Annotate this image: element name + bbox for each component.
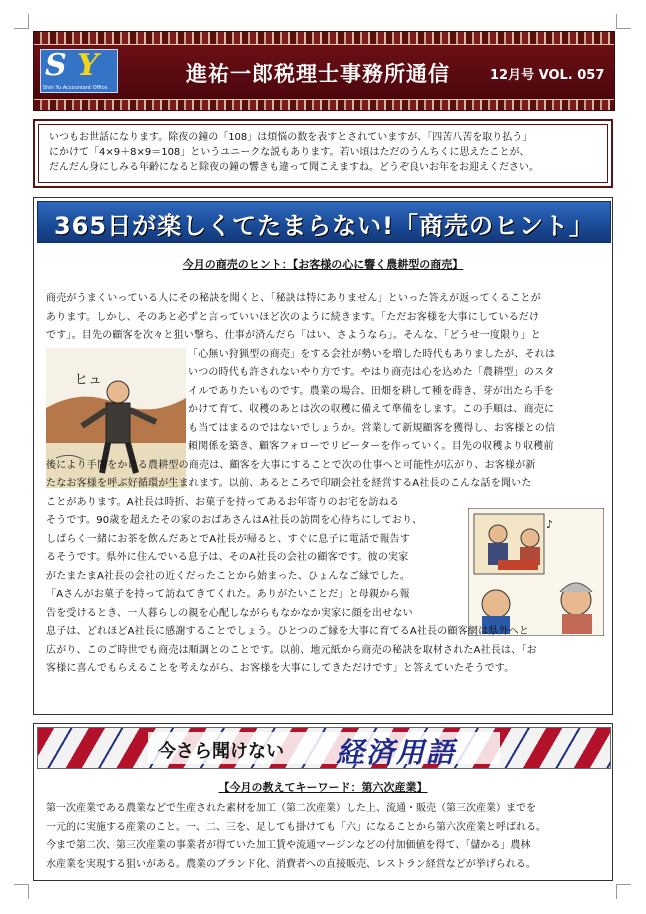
text-line: るそうです。県外に住んでいる息子は、そのA社長の会社の顧客です。彼の実家 (46, 552, 409, 563)
text-line: だんだん身にしみる年齢になると除夜の鐘の響きも違って聞こえますね。どうぞ良いお年をお迎えください。 (49, 162, 539, 173)
newsletter-title: 進祐一郎税理士事務所通信 (186, 62, 450, 86)
body-text-beside-photo (46, 512, 602, 623)
text-line: たなお客様を呼ぶ好循環が生まれます。以前、あるところで印刷会社を経営するA社長のこんな話を聞いた (46, 478, 532, 489)
text-line: 告を受けるとき、一人暮らしの親を心配しながらもなかなか実家に顔を出せない (46, 607, 413, 619)
text-line: しばらく一緒にお茶を飲んだあとでA社長が帰ると、すぐに息子に電話で報告す (46, 533, 411, 545)
business-hint-section (33, 197, 613, 715)
text-line: いつもお世話になります。除夜の鐘の「108」は煩悩の数を表すとされていますが、「四苦八苦を取り払う」 (49, 132, 533, 143)
text-line: 第一次産業である農業などで生産された素材を加工（第二次産業）した上、流通・販売（第三次産業）までを (46, 803, 536, 814)
greeting-box (33, 119, 613, 188)
text-line: あります。しかし、そのあと必ずと言っていいほど次のように続きます。「ただお客様を大事にしているだけ (46, 311, 540, 323)
body-paragraph-top (46, 290, 602, 346)
text-line: 水産業を実現する狙いがある。農業のブランド化、消費者への直接販売、レストラン経営などが挙げられる。 (46, 858, 536, 870)
text-line: 「心無い狩猟型の商売」をする会社が勢いを増した時代もありましたが、それは (188, 348, 556, 360)
text-line: も当てはまるのではないでしょうか。営業して新規顧客を獲得し、お客様との信 (188, 422, 556, 434)
svg-text:♪: ♪ (546, 518, 554, 531)
text-line: にかけて「4×9＋8×9＝108」というユニークな説もあります。若い頃はただのうんちくに思えたことが、 (49, 147, 530, 158)
text-line: 息子は、どれほどA社長に感謝することでしょう。ひとつのご縁を大事に育てるA社長の顧客網は県外へと (46, 626, 530, 637)
logo-letter-y: Y (77, 48, 99, 83)
text-line: 今まで第二次、第三次産業の事業者が得ていた加工賃や流通マージンなどの付加価値を得て、「儲かる」農林 (46, 840, 531, 851)
body-paragraph-bottom (46, 623, 602, 679)
banner-title: 365日が楽しくてたまらない!「商売のヒント」 (53, 212, 595, 240)
section-subheading: 今月の商売のヒント：【お客様の心に響く農耕型の商売】 (182, 258, 464, 271)
text-line: 「Aさんがお菓子を持って訪ねてきてくれた。ありがたいことだ」と母親から報 (46, 589, 410, 600)
text-line: 客様に喜んでもらえることを考えながら、お客様を大事にしてきただけです」と答えていたそうです。 (46, 663, 515, 674)
logo-letter-s: S (45, 48, 67, 83)
crop-mark-top-right (616, 14, 631, 29)
keyword-heading: 【今月の教えてキーワード：第六次産業】 (218, 781, 428, 794)
crop-mark-bottom-right (616, 884, 631, 899)
business-hint-body (46, 290, 602, 679)
text-line: がたまたまA社長の会社の近くだったことから始まった、ひょんなご縁でした。 (46, 570, 411, 582)
crop-mark-bottom-left (14, 884, 29, 899)
body-paragraph-middle (46, 457, 602, 513)
economic-terms-section (33, 723, 613, 881)
issue-number: 12月号 VOL. 057 (490, 68, 605, 83)
office-logo (40, 49, 118, 93)
text-line: イルでありたいものです。農業の場合、田畑を耕して種を蒔き、芽が出たら手を (188, 385, 554, 397)
text-line: です」。目先の顧客を次々と狙い撃ち、仕事が済んだら「はい、さようなら」。そんな、「どうせ一度限り」と (46, 330, 541, 341)
text-line: そうです。90歳を超えたその家のおばあさんはA社長の訪問を心待ちにしており、 (46, 515, 423, 526)
body-text-beside-illustration (188, 346, 602, 457)
header-band (34, 44, 614, 100)
text-line: ことがあります。A社長は時折、お菓子を持ってあるお年寄りのお宅を訪ねる (46, 496, 400, 508)
banner-lead-text: 今さら聞けない (158, 741, 284, 762)
text-line: 後により手間をかける農耕型の商売は、顧客を大事にすることで次の仕事へと可能性が広がり、お客様が新 (46, 459, 536, 471)
text-line: かけて育て、収穫のあとは次の収穫に備えて準備をします。この手順は、商売に (188, 404, 555, 415)
banner-main-text: 経済用語 (336, 736, 457, 769)
business-hint-banner (37, 201, 611, 243)
crop-mark-top-left (14, 14, 29, 29)
svg-text:ヒュ: ヒュ (74, 372, 102, 388)
text-line: いつの時代も許されないやり方です。やはり商売は心を込めた「農耕型」のスタ (188, 367, 555, 378)
newsletter-header (33, 31, 615, 111)
greeting-text (38, 124, 608, 183)
logo-subtitle: Shin Yu Accountant Office (43, 85, 108, 91)
economic-terms-banner (37, 727, 611, 769)
text-line: 広がり、このご時世でも商売は順調とのことです。以前、地元紙から商売の秘訣を取材されたA社長は、「お (46, 644, 537, 656)
text-line: 一元的に実施する産業のこと。一、二、三を、足しても掛けても「六」になることから第六次産業と呼ばれる。 (46, 821, 546, 833)
keyword-explanation (46, 800, 602, 874)
text-line: 頼関係を築き、顧客フォローでリピーターを作っていく。目先の収穫より収穫前 (188, 441, 554, 452)
text-line: 商売がうまくいっている人にその秘訣を聞くと、「秘訣は特にありません」といった答えが返ってくることが (46, 293, 541, 304)
